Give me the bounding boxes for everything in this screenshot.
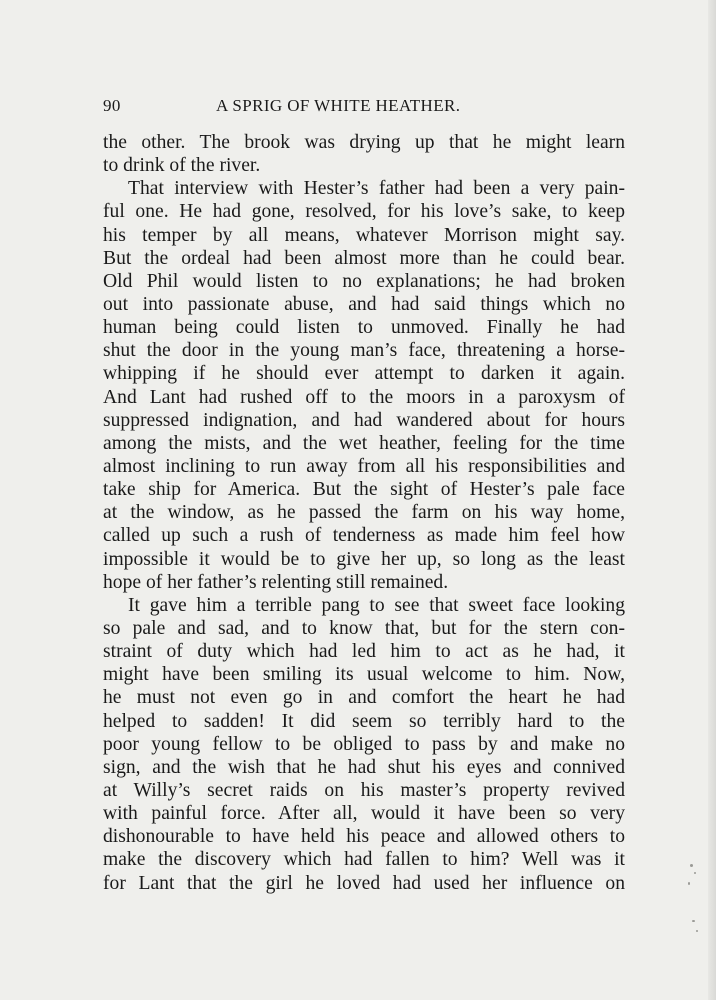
text-line: might have been smiling its usual welcome to him. Now, [103, 664, 625, 686]
text-line: called up such a rush of tenderness as made him feel how [103, 525, 625, 547]
page-number: 90 [103, 96, 121, 115]
text-line: with painful force. After all, would it have been so very [103, 803, 625, 825]
text-line: his temper by all means, whatever Morrison might say. [103, 224, 625, 246]
text-line: hope of her father’s relenting still remained. [103, 571, 449, 593]
text-line: sign, and the wish that he had shut his eyes and connived [103, 756, 625, 778]
text-line: he must not even go in and comfort the heart he had [103, 687, 625, 709]
page-edge-shadow [708, 0, 716, 1000]
text-line: so pale and sad, and to know that, but for the stern con- [103, 617, 625, 639]
paper-specks [686, 860, 706, 940]
text-line: whipping if he should ever attempt to darken it again. [103, 363, 625, 385]
text-line: at Willy’s secret raids on his master’s property revived [103, 779, 625, 801]
text-line: ful one. He had gone, resolved, for his love’s sake, to keep [103, 201, 625, 223]
text-line: But the ordeal had been almost more than he could bear. [103, 247, 625, 269]
text-line: straint of duty which had led him to act as he had, it [103, 641, 625, 663]
text-line: And Lant had rushed off to the moors in a paroxysm of [103, 386, 625, 408]
text-line: take ship for America. But the sight of Hester’s pale face [103, 479, 625, 501]
text-line: helped to sadden! It did seem so terribly hard to the [103, 710, 625, 732]
text-line: It gave him a terrible pang to see that sweet face looking [128, 594, 625, 616]
text-line: make the discovery which had fallen to him? Well was it [103, 849, 625, 871]
text-line: dishonourable to have held his peace and allowed others to [103, 826, 625, 848]
text-line: among the mists, and the wet heather, feeling for the time [103, 432, 625, 454]
running-header [103, 96, 623, 118]
text-line: shut the door in the young man’s face, threatening a horse- [103, 340, 625, 362]
body-text [103, 131, 625, 895]
text-line: at the window, as he passed the farm on his way home, [103, 502, 625, 524]
text-line: That interview with Hester’s father had been a very pain- [128, 178, 625, 200]
text-line: human being could listen to unmoved. Finally he had [103, 317, 625, 339]
text-line: Old Phil would listen to no explanations; he had broken [103, 270, 625, 292]
text-line: almost inclining to run away from all his responsibilities and [103, 455, 625, 477]
text-line: poor young fellow to be obliged to pass by and make no [103, 733, 625, 755]
text-line: suppressed indignation, and had wandered about for hours [103, 409, 625, 431]
text-line: for Lant that the girl he loved had used her influence on [103, 872, 625, 894]
text-line: impossible it would be to give her up, so long as the least [103, 548, 625, 570]
running-title: A SPRIG OF WHITE HEATHER. [216, 96, 461, 115]
text-line: to drink of the river. [103, 155, 261, 177]
text-line: out into passionate abuse, and had said things which no [103, 293, 625, 315]
text-line: the other. The brook was drying up that he might learn [103, 132, 625, 153]
